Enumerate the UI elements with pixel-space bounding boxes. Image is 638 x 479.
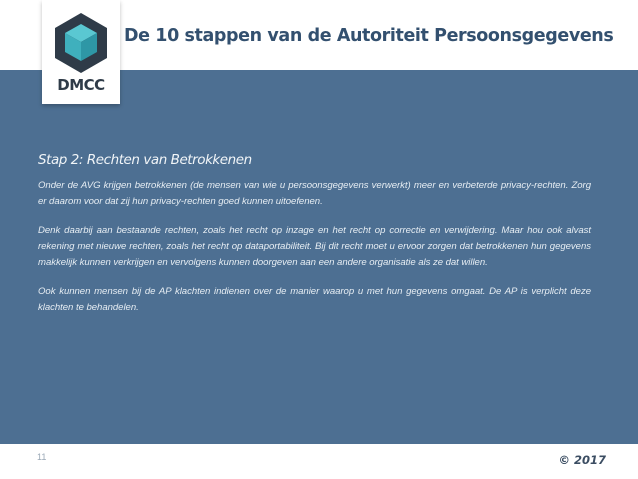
section-subtitle: Stap 2: Rechten van Betrokkenen (38, 152, 252, 168)
paragraph: Denk daarbij aan bestaande rechten, zoals het recht op inzage en het recht op correctie en verwijdering. Maar hou ook alvast rekening met nieuwe rechten, zoals het recht op dataportabiliteit. Bij dit recht moet u ervoor zorgen dat betrokkenen hun gegevens makkelijk kunnen verkrijgen en vervolgens kunnen doorgeven aan een andere organisatie als ze dat willen. (38, 225, 591, 268)
page-title: De 10 stappen van de Autoriteit Persoonsgegevens (124, 26, 614, 46)
copyright: © 2017 (558, 453, 606, 467)
page-number: 11 (37, 452, 47, 462)
logo (42, 0, 120, 104)
content-body (38, 152, 591, 329)
cube-icon (53, 12, 109, 74)
footer (0, 444, 638, 479)
logo-text: DMCC (57, 76, 105, 94)
paragraph: Onder de AVG krijgen betrokkenen (de mensen van wie u persoonsgegevens verwerkt) meer en verbeterde privacy-rechten. Zorg er daarom voor dat zij hun privacy-rechten goed kunnen uitoefenen. (38, 180, 591, 207)
paragraph: Ook kunnen mensen bij de AP klachten indienen over de manier waarop u met hun gegevens omgaat. De AP is verplicht deze klachten te behandelen. (38, 286, 591, 313)
content-panel (0, 70, 638, 444)
